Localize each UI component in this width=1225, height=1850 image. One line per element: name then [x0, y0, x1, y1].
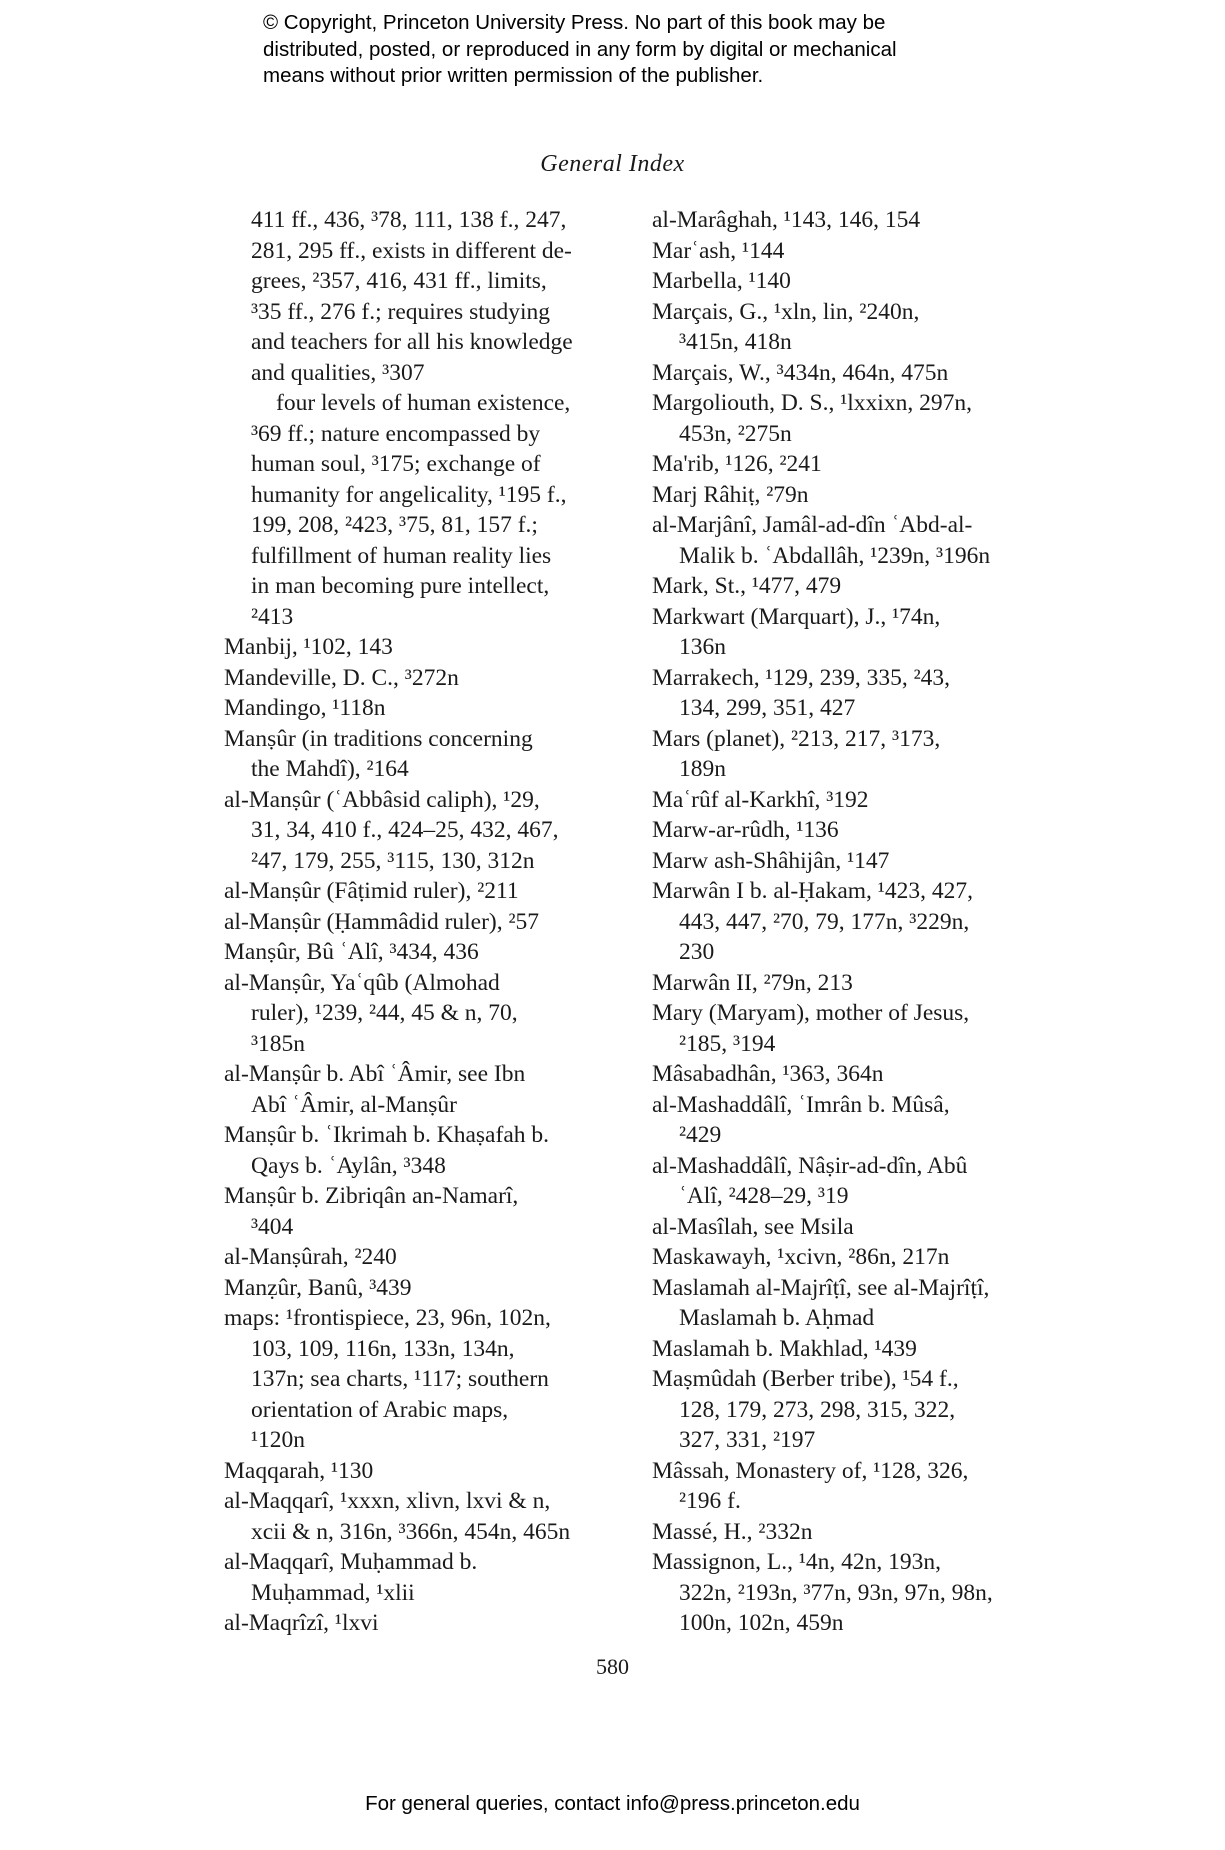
index-line: Muḥammad, ¹xlii	[251, 1579, 415, 1606]
index-line: ruler), ¹239, ²44, 45 & n, 70,	[251, 1000, 518, 1026]
index-line: grees, ²357, 416, 431 ff., limits,	[251, 268, 547, 294]
index-line: Qays b. ʿAylân, ³348	[251, 1152, 446, 1179]
index-line: Marçais, G., ¹xln, lin, ²240n,	[652, 298, 920, 325]
index-line: al-Mashaddâlî, Nâṣir-ad-dîn, Abû	[652, 1152, 968, 1179]
index-line: al-Manṣûrah, ²240	[224, 1244, 397, 1270]
page-number: 580	[596, 1654, 629, 1679]
index-line: 453n, ²275n	[679, 420, 792, 447]
index-line: Massignon, L., ¹4n, 42n, 193n,	[652, 1549, 942, 1575]
index-line: al-Manṣûr (Fâṭimid ruler), ²211	[224, 878, 519, 904]
index-line: Maqqarah, ¹130	[224, 1457, 374, 1484]
index-line: 327, 331, ²197	[679, 1427, 816, 1453]
index-line: al-Marjânî, Jamâl-ad-dîn ʿAbd-al-	[652, 512, 973, 538]
index-line: Markwart (Marquart), J., ¹74n,	[652, 603, 941, 630]
index-line: ³69 ff.; nature encompassed by	[251, 420, 541, 447]
index-line: 137n; sea charts, ¹117; southern	[251, 1366, 549, 1392]
index-line: in man becoming pure intellect,	[251, 573, 550, 599]
index-line: 134, 299, 351, 427	[679, 695, 856, 721]
index-line: ³35 ff., 276 f.; requires studying	[251, 298, 551, 325]
index-column-right	[652, 205, 1072, 1639]
index-line: Mandingo, ¹118n	[224, 695, 386, 721]
index-line: Maslamah b. Makhlad, ¹439	[652, 1335, 917, 1362]
index-line: 443, 447, ²70, 79, 177n, ³229n,	[679, 908, 970, 935]
copyright-line: distributed, posted, or reproduced in any form by digital or mechanical	[263, 37, 897, 61]
index-line: 189n	[679, 756, 726, 782]
index-line: Marj Râhiṭ, ²79n	[652, 481, 809, 508]
index-line: four levels of human existence,	[276, 390, 571, 416]
index-line: xcii & n, 316n, ³366n, 454n, 465n	[251, 1518, 571, 1545]
index-line: al-Maqrîzî, ¹lxvi	[224, 1610, 379, 1636]
index-line: ʿAlî, ²428–29, ³19	[679, 1183, 849, 1209]
index-line: ³415n, 418n	[679, 329, 792, 355]
index-line: Margoliouth, D. S., ¹lxxixn, 297n,	[652, 390, 972, 416]
index-line: al-Manṣûr b. Abî ʿÂmir, see Ibn	[224, 1061, 526, 1087]
copyright-line: means without prior written permission of the publisher.	[263, 64, 764, 87]
index-line: 100n, 102n, 459n	[679, 1610, 844, 1636]
index-line: 230	[679, 939, 715, 965]
index-line: the Mahdî), ²164	[251, 756, 409, 782]
index-line: Manẓûr, Banû, ³439	[224, 1274, 412, 1301]
index-line: ²413	[251, 603, 294, 630]
index-line: Marw-ar-rûdh, ¹136	[652, 817, 839, 843]
index-line: human soul, ³175; exchange of	[251, 451, 541, 477]
index-line: and qualities, ³307	[251, 359, 425, 386]
index-line: Manṣûr (in traditions concerning	[224, 725, 533, 752]
index-line: ³185n	[251, 1030, 306, 1057]
index-line: al-Manṣûr (ʿAbbâsid caliph), ¹29,	[224, 786, 540, 813]
copyright-line: © Copyright, Princeton University Press. No part of this book may be	[263, 11, 886, 34]
index-line: Manbij, ¹102, 143	[224, 634, 393, 660]
index-line: al-Maqqarî, Muḥammad b.	[224, 1549, 478, 1575]
index-line: al-Manṣûr, Yaʿqûb (Almohad	[224, 969, 500, 996]
index-line: Manṣûr b. Zibriqân an-Namarî,	[224, 1183, 519, 1209]
index-column-left	[224, 205, 644, 1639]
index-line: Massé, H., ²332n	[652, 1518, 813, 1545]
index-line: al-Manṣûr (Ḥammâdid ruler), ²57	[224, 908, 540, 935]
index-line: orientation of Arabic maps,	[251, 1396, 509, 1423]
index-line: Maslamah b. Aḥmad	[679, 1305, 875, 1331]
index-line: Maṣmûdah (Berber tribe), ¹54 f.,	[652, 1366, 959, 1392]
index-line: Mark, St., ¹477, 479	[652, 573, 842, 599]
index-line: Marçais, W., ³434n, 464n, 475n	[652, 359, 949, 386]
index-line: al-Maqqarî, ¹xxxn, xlivn, lxvi & n,	[224, 1488, 551, 1514]
index-line: Manṣûr, Bû ʿAlî, ³434, 436	[224, 939, 479, 965]
index-line: Malik b. ʿAbdallâh, ¹239n, ³196n	[679, 542, 991, 569]
index-line: ²185, ³194	[679, 1030, 776, 1057]
index-line: humanity for angelicality, ¹195 f.,	[251, 481, 567, 508]
index-line: maps: ¹frontispiece, 23, 96n, 102n,	[224, 1305, 551, 1331]
index-line: 322n, ²193n, ³77n, 93n, 97n, 98n,	[679, 1579, 993, 1606]
index-line: Marrakech, ¹129, 239, 335, ²43,	[652, 664, 950, 691]
index-line: ³404	[251, 1213, 294, 1240]
index-line: 411 ff., 436, ³78, 111, 138 f., 247,	[251, 207, 567, 233]
index-line: Maʿrûf al-Karkhî, ³192	[652, 786, 869, 813]
index-line: Mars (planet), ²213, 217, ³173,	[652, 725, 941, 752]
index-line: ²429	[679, 1122, 722, 1148]
index-line: al-Marâghah, ¹143, 146, 154	[652, 207, 921, 233]
index-line: ²196 f.	[679, 1488, 741, 1514]
index-line: 281, 295 ff., exists in different de-	[251, 237, 572, 264]
index-line: Abî ʿÂmir, al-Manṣûr	[251, 1091, 457, 1118]
index-line: Marw ash-Shâhijân, ¹147	[652, 847, 890, 874]
index-line: Maslamah al-Majrîṭî, see al-Majrîṭî,	[652, 1274, 990, 1301]
index-line: Marbella, ¹140	[652, 268, 791, 294]
index-line: 31, 34, 410 f., 424–25, 432, 467,	[251, 817, 559, 843]
index-line: Manṣûr b. ʿIkrimah b. Khaṣafah b.	[224, 1122, 549, 1148]
copyright-notice	[263, 10, 1023, 90]
index-line: Marwân I b. al-Ḥakam, ¹423, 427,	[652, 878, 973, 904]
index-line: Ma'rib, ¹126, ²241	[652, 451, 822, 477]
index-line: al-Mashaddâlî, ʿImrân b. Mûsâ,	[652, 1091, 950, 1118]
index-line: ¹120n	[251, 1427, 306, 1453]
index-line: fulfillment of human reality lies	[251, 542, 552, 569]
index-line: Mary (Maryam), mother of Jesus,	[652, 1000, 970, 1026]
index-line: Mandeville, D. C., ³272n	[224, 664, 459, 691]
index-line: al-Masîlah, see Msila	[652, 1213, 854, 1240]
index-line: 103, 109, 116n, 133n, 134n,	[251, 1335, 515, 1362]
index-line: 199, 208, ²423, ³75, 81, 157 f.;	[251, 512, 538, 538]
index-line: Mâssah, Monastery of, ¹128, 326,	[652, 1457, 969, 1484]
index-line: Mâsabadhân, ¹363, 364n	[652, 1061, 884, 1087]
index-line: Marwân II, ²79n, 213	[652, 969, 853, 996]
index-line: and teachers for all his knowledge	[251, 329, 573, 355]
page-title: General Index	[540, 151, 685, 177]
index-line: Maskawayh, ¹xcivn, ²86n, 217n	[652, 1244, 950, 1270]
footer-contact: For general queries, contact info@press.princeton.edu	[365, 1792, 860, 1815]
index-line: 128, 179, 273, 298, 315, 322,	[679, 1396, 956, 1423]
index-line: Marʿash, ¹144	[652, 237, 785, 264]
index-line: ²47, 179, 255, ³115, 130, 312n	[251, 847, 535, 874]
index-line: 136n	[679, 634, 726, 660]
